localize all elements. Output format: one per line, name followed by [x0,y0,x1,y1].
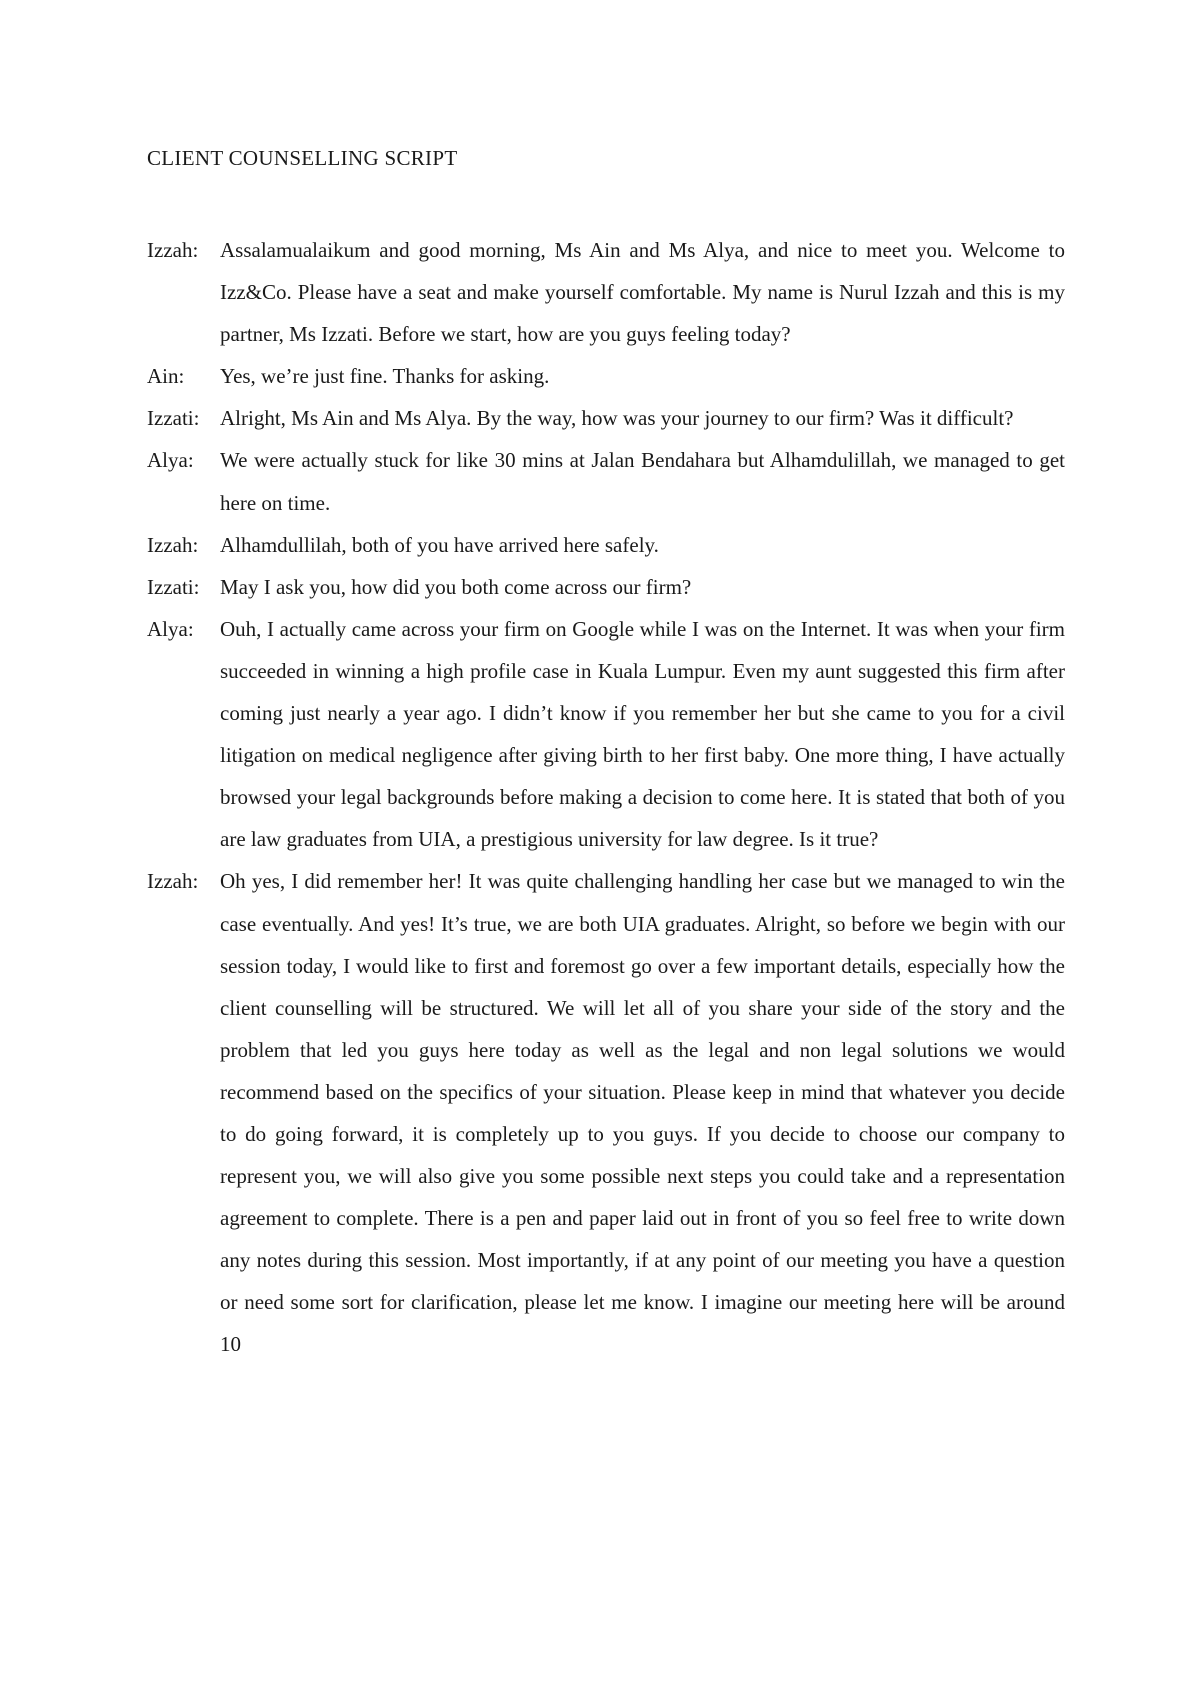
speaker-name: Izzah: [147,238,199,262]
utterance-text: Alright, Ms Ain and Ms Alya. By the way, how was your journey to our firm? Was it difficult? [220,406,1014,431]
speaker-name: Izzati: [147,406,200,431]
dialogue-turn [147,860,1065,1365]
speaker-name: Izzah: [147,532,199,557]
dialogue-turn [147,566,1065,608]
speaker-name: Alya: [147,448,194,473]
dialogue-turn [147,524,1065,566]
utterance-text: Assalamualaikum and good morning, Ms Ain and Ms Alya, and nice to meet you. Welcome to Izz&Co. Please have a seat and make yourself comfortable. My name is Nurul Izzah and this is my partner, Ms Izzati. Before we start, how are you guys feeling today? [220,238,1065,347]
dialogue [147,229,1065,1366]
utterance-text: May I ask you, how did you both come across our firm? [220,574,692,599]
utterance-text: Ouh, I actually came across your firm on Google while I was on the Internet. It was when your firm succeeded in winning a high profile case in Kuala Lumpur. Even my aunt suggested this firm after coming just nearly a year ago. I didn’t know if you remember her but she came to you for a civil litigation on medical negligence after giving birth to her first baby. One more thing, I have actually browsed your legal backgrounds before making a decision to come here. It is stated that both of you are law graduates from UIA, a prestigious university for law degree. Is it true? [220,616,1065,852]
utterance-text: Alhamdullilah, both of you have arrived here safely. [220,532,659,557]
dialogue-turn [147,608,1065,861]
dialogue-turn [147,397,1065,439]
utterance-text: Oh yes, I did remember her! It was quite challenging handling her case but we managed to win the case eventually. And yes! It’s true, we are both UIA graduates. Alright, so before we begin with our session today, I would like to first and foremost go over a few important details, especially how the client counselling will be structured. We will let all of you share your side of the story and the problem that led you guys here today as well as the legal and non legal solutions we would recommend based on the specifics of your situation. Please keep in mind that whatever you decide to do going forward, it is completely up to you guys. If you decide to choose our company to represent you, we will also give you some possible next steps you could take and a representation agreement to complete. There is a pen and paper laid out in front of you so feel free to write down any notes during this session. Most importantly, if at any point of our meeting you have a question or need some sort for clarification, please let me know. I imagine our meeting here will be around 10 [220,869,1065,1357]
speaker-name: Alya: [147,616,194,641]
dialogue-turn [147,229,1065,355]
utterance-text: Yes, we’re just fine. Thanks for asking. [220,364,550,389]
dialogue-turn [147,355,1065,397]
speaker-name: Izzah: [147,869,199,894]
speaker-name: Izzati: [147,574,200,599]
utterance-text: We were actually stuck for like 30 mins at Jalan Bendahara but Alhamdulillah, we managed to get here on time. [220,448,1065,515]
speaker-name: Ain: [147,364,185,389]
document-title: CLIENT COUNSELLING SCRIPT [147,146,458,170]
dialogue-turn [147,439,1065,523]
